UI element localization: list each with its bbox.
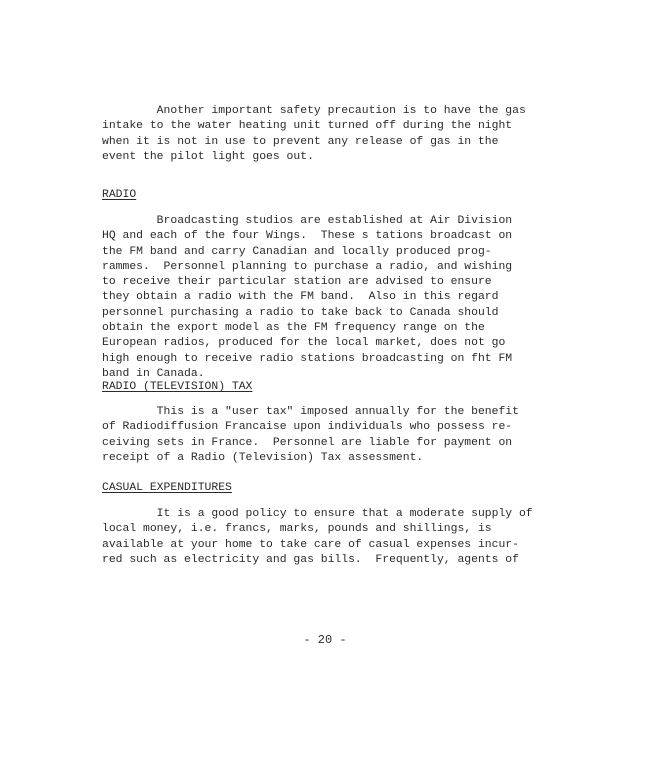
text-line: This is a "user tax" imposed annually for the benefit <box>102 406 519 418</box>
text-line: of Radiodiffusion Francaise upon individuals who possess re- <box>102 421 513 434</box>
text-line: ceiving sets in France. Personnel are liable for payment on <box>102 436 513 449</box>
text-line: obtain the export model as the FM frequency range on the <box>102 322 485 335</box>
text-line: personnel purchasing a radio to take back to Canada should <box>102 306 499 319</box>
text-line: HQ and each of the four Wings. These s tations broadcast on <box>102 230 513 243</box>
paragraph-gas-safety <box>102 104 542 165</box>
text-line: the FM band and carry Canadian and locally produced prog- <box>102 245 492 258</box>
page-number: - 20 - <box>303 633 347 647</box>
text-line: red such as electricity and gas bills. Frequently, agents of <box>102 553 519 566</box>
text-line: to receive their particular station are advised to ensure <box>102 276 492 289</box>
text-line: they obtain a radio with the FM band. Also in this regard <box>102 291 499 304</box>
text-line: when it is not in use to prevent any release of gas in the <box>102 135 499 148</box>
heading-radio-television-tax: RADIO (TELEVISION) TAX <box>102 381 253 393</box>
text-line: Broadcasting studios are established at Air Division <box>102 215 513 227</box>
text-line: event the pilot light goes out. <box>102 150 314 163</box>
text-line: Another important safety precaution is to have the gas <box>102 105 526 117</box>
paragraph-radio-tax <box>102 405 542 466</box>
text-line: available at your home to take care of casual expenses incur- <box>102 538 519 551</box>
paragraph-casual-expenditures <box>102 507 542 568</box>
text-line: local money, i.e. francs, marks, pounds and shillings, is <box>102 523 492 536</box>
text-line: intake to the water heating unit turned off during the night <box>102 120 513 133</box>
text-line: receipt of a Radio (Television) Tax assessment. <box>102 451 424 464</box>
heading-radio: RADIO <box>102 189 137 201</box>
text-line: rammes. Personnel planning to purchase a radio, and wishing <box>102 260 513 273</box>
paragraph-radio <box>102 214 542 382</box>
text-line: European radios, produced for the local market, does not go <box>102 337 506 350</box>
text-line: band in Canada. <box>102 367 205 380</box>
text-line: high enough to receive radio stations broadcasting on fht FM <box>102 352 513 365</box>
text-line: It is a good policy to ensure that a moderate supply of <box>102 508 533 520</box>
heading-casual-expenditures: CASUAL EXPENDITURES <box>102 482 232 494</box>
